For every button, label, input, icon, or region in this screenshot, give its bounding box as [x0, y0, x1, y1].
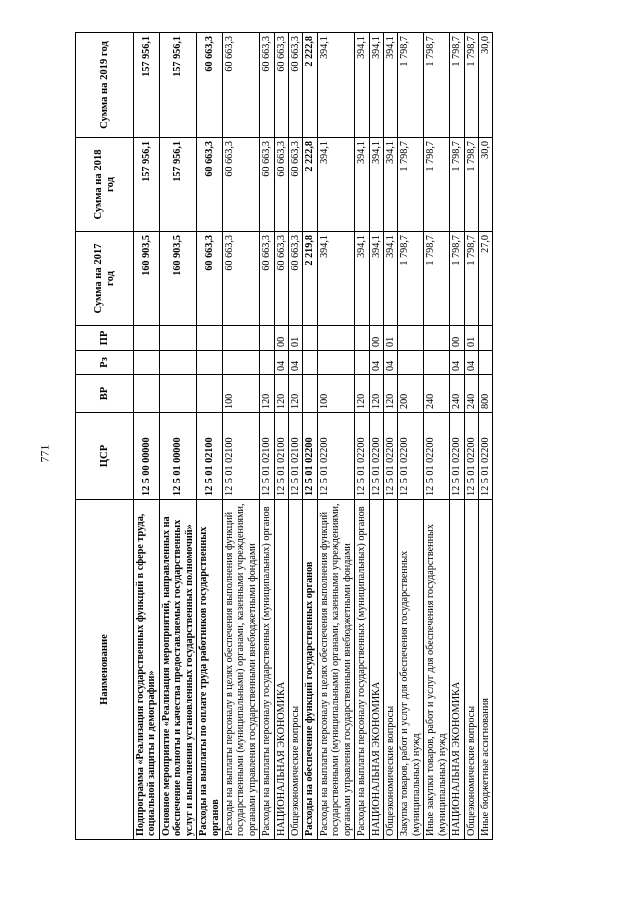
cell-rz: [424, 351, 450, 375]
header-sum-2017: Сумма на 2017 год: [76, 232, 134, 326]
table-row: [222, 33, 259, 840]
cell-vr: [159, 375, 196, 413]
cell-name: НАЦИОНАЛЬНАЯ ЭКОНОМИКА: [450, 500, 464, 840]
cell-sum-2019: 60 663,3: [289, 33, 303, 138]
table-row: [398, 33, 424, 840]
cell-sum-2018: 60 663,3: [260, 138, 274, 232]
cell-csr: 12 5 01 02100: [222, 413, 259, 500]
cell-sum-2017: 27,0: [478, 232, 492, 326]
table-row: [464, 33, 478, 840]
cell-name: Иные закупки товаров, работ и услуг для обеспечения государственных (муниципальных) нужд: [424, 500, 450, 840]
table-body: [134, 33, 493, 840]
cell-csr: 12 5 01 02200: [303, 413, 317, 500]
cell-name: Расходы на выплаты персоналу государственных (муниципальных) органов: [260, 500, 274, 840]
cell-vr: 120: [260, 375, 274, 413]
header-sum-2019: Сумма на 2019 год: [76, 33, 134, 138]
cell-sum-2017: 60 663,3: [222, 232, 259, 326]
cell-csr: 12 5 01 02100: [274, 413, 288, 500]
cell-name: Подпрограмма «Реализация государственных функций в сфере труда, социальной защиты и демографии»: [134, 500, 160, 840]
cell-name: Общеэкономические вопросы: [464, 500, 478, 840]
cell-sum-2017: 1 798,7: [424, 232, 450, 326]
cell-name: Общеэкономические вопросы: [384, 500, 398, 840]
cell-vr: 120: [355, 375, 369, 413]
cell-sum-2018: 60 663,3: [289, 138, 303, 232]
cell-rz: 04: [369, 351, 383, 375]
cell-pr: [197, 326, 223, 351]
cell-sum-2019: 1 798,7: [398, 33, 424, 138]
header-csr: ЦСР: [76, 413, 134, 500]
cell-csr: 12 5 01 02200: [398, 413, 424, 500]
cell-sum-2017: 394,1: [369, 232, 383, 326]
cell-sum-2018: 157 956,1: [134, 138, 160, 232]
header-sum-2018: Сумма на 2018 год: [76, 138, 134, 232]
cell-pr: [134, 326, 160, 351]
cell-sum-2018: 2 222,8: [303, 138, 317, 232]
cell-rz: 04: [450, 351, 464, 375]
cell-pr: [424, 326, 450, 351]
cell-name: НАЦИОНАЛЬНАЯ ЭКОНОМИКА: [369, 500, 383, 840]
table-row: [289, 33, 303, 840]
cell-sum-2019: 2 222,8: [303, 33, 317, 138]
cell-sum-2019: 394,1: [355, 33, 369, 138]
table-row: [355, 33, 369, 840]
cell-rz: [260, 351, 274, 375]
cell-rz: 04: [384, 351, 398, 375]
cell-pr: [222, 326, 259, 351]
header-name: Наименование: [76, 500, 134, 840]
table-header-row: [76, 33, 134, 840]
cell-name: Основное мероприятие «Реализация мероприятий, направленных на обеспечение полноты и качества предоставляемых государственных услуг и выполнения установленных государственных полномочий»: [159, 500, 196, 840]
cell-sum-2017: 1 798,7: [450, 232, 464, 326]
cell-vr: [197, 375, 223, 413]
cell-csr: 12 5 01 02200: [384, 413, 398, 500]
cell-sum-2017: 60 663,3: [260, 232, 274, 326]
cell-sum-2017: 160 903,5: [159, 232, 196, 326]
header-rz: Рз: [76, 351, 134, 375]
cell-rz: [134, 351, 160, 375]
cell-sum-2017: 2 219,8: [303, 232, 317, 326]
cell-rz: [197, 351, 223, 375]
cell-sum-2019: 1 798,7: [450, 33, 464, 138]
cell-csr: 12 5 01 02200: [355, 413, 369, 500]
cell-csr: 12 5 01 02100: [260, 413, 274, 500]
cell-sum-2018: 60 663,3: [197, 138, 223, 232]
cell-vr: 800: [478, 375, 492, 413]
table-row: [197, 33, 223, 840]
cell-vr: 120: [369, 375, 383, 413]
cell-rz: 04: [274, 351, 288, 375]
cell-vr: [134, 375, 160, 413]
cell-sum-2019: 60 663,3: [222, 33, 259, 138]
cell-rz: [398, 351, 424, 375]
cell-name: Расходы на выплаты персоналу в целях обеспечения выполнения функций государственными (муниципальными) органами, казенными учреждениями, органами управления государственными внебюджетными фондами: [222, 500, 259, 840]
cell-sum-2017: 394,1: [317, 232, 354, 326]
cell-csr: 12 5 00 00000: [134, 413, 160, 500]
cell-sum-2019: 30,0: [478, 33, 492, 138]
cell-sum-2018: 394,1: [355, 138, 369, 232]
cell-name: Закупка товаров, работ и услуг для обеспечения государственных (муниципальных) нужд: [398, 500, 424, 840]
cell-pr: 01: [384, 326, 398, 351]
header-vr: ВР: [76, 375, 134, 413]
rotated-table-container: [75, 33, 639, 840]
cell-pr: [355, 326, 369, 351]
cell-pr: [478, 326, 492, 351]
table-row: [260, 33, 274, 840]
cell-sum-2017: 60 663,3: [274, 232, 288, 326]
cell-sum-2017: 394,1: [355, 232, 369, 326]
cell-pr: [260, 326, 274, 351]
cell-name: Расходы на выплаты персоналу государственных (муниципальных) органов: [355, 500, 369, 840]
cell-sum-2018: 1 798,7: [464, 138, 478, 232]
cell-csr: 12 5 01 02200: [369, 413, 383, 500]
cell-vr: 240: [450, 375, 464, 413]
header-pr: ПР: [76, 326, 134, 351]
cell-rz: [303, 351, 317, 375]
cell-rz: 04: [289, 351, 303, 375]
cell-sum-2018: 60 663,3: [274, 138, 288, 232]
cell-sum-2019: 1 798,7: [464, 33, 478, 138]
cell-name: Общеэкономические вопросы: [289, 500, 303, 840]
cell-sum-2018: 1 798,7: [450, 138, 464, 232]
table-row: [450, 33, 464, 840]
cell-sum-2018: 60 663,3: [222, 138, 259, 232]
cell-sum-2018: 30,0: [478, 138, 492, 232]
cell-vr: 120: [289, 375, 303, 413]
cell-sum-2019: 157 956,1: [134, 33, 160, 138]
cell-csr: 12 5 01 02100: [197, 413, 223, 500]
budget-table: [75, 32, 493, 840]
cell-pr: [317, 326, 354, 351]
cell-csr: 12 5 01 02200: [478, 413, 492, 500]
cell-sum-2017: 60 663,3: [197, 232, 223, 326]
cell-pr: [303, 326, 317, 351]
table-row: [478, 33, 492, 840]
table-row: [274, 33, 288, 840]
cell-sum-2019: 60 663,3: [274, 33, 288, 138]
cell-pr: 00: [450, 326, 464, 351]
table-row: [317, 33, 354, 840]
cell-sum-2017: 394,1: [384, 232, 398, 326]
cell-pr: [398, 326, 424, 351]
cell-csr: 12 5 01 02200: [317, 413, 354, 500]
cell-vr: 100: [222, 375, 259, 413]
cell-rz: [355, 351, 369, 375]
cell-csr: 12 5 01 02200: [464, 413, 478, 500]
cell-sum-2019: 157 956,1: [159, 33, 196, 138]
cell-rz: [159, 351, 196, 375]
cell-pr: [159, 326, 196, 351]
cell-csr: 12 5 01 00000: [159, 413, 196, 500]
table-row: [303, 33, 317, 840]
cell-sum-2019: 60 663,3: [260, 33, 274, 138]
cell-vr: 200: [398, 375, 424, 413]
cell-rz: 04: [464, 351, 478, 375]
cell-sum-2018: 394,1: [369, 138, 383, 232]
cell-vr: 120: [274, 375, 288, 413]
cell-sum-2018: 394,1: [384, 138, 398, 232]
cell-vr: 100: [317, 375, 354, 413]
cell-csr: 12 5 01 02100: [289, 413, 303, 500]
table-row: [424, 33, 450, 840]
cell-sum-2017: 160 903,5: [134, 232, 160, 326]
cell-sum-2019: 394,1: [369, 33, 383, 138]
cell-sum-2017: 60 663,3: [289, 232, 303, 326]
cell-sum-2018: 394,1: [317, 138, 354, 232]
cell-sum-2019: 60 663,3: [197, 33, 223, 138]
cell-csr: 12 5 01 02200: [424, 413, 450, 500]
cell-name: Иные бюджетные ассигнования: [478, 500, 492, 840]
cell-csr: 12 5 01 02200: [450, 413, 464, 500]
cell-sum-2019: 394,1: [317, 33, 354, 138]
table-row: [159, 33, 196, 840]
table-row: [384, 33, 398, 840]
cell-rz: [317, 351, 354, 375]
page-number: 771: [37, 444, 52, 463]
cell-vr: 240: [464, 375, 478, 413]
cell-sum-2018: 1 798,7: [424, 138, 450, 232]
cell-rz: [222, 351, 259, 375]
cell-pr: 01: [289, 326, 303, 351]
cell-name: Расходы на обеспечение функций государственных органов: [303, 500, 317, 840]
cell-sum-2019: 394,1: [384, 33, 398, 138]
cell-sum-2018: 157 956,1: [159, 138, 196, 232]
table-row: [369, 33, 383, 840]
cell-sum-2017: 1 798,7: [398, 232, 424, 326]
table-row: [134, 33, 160, 840]
cell-name: Расходы на выплаты по оплате труда работников государственных органов: [197, 500, 223, 840]
cell-name: Расходы на выплаты персоналу в целях обеспечения выполнения функций государственными (муниципальными) органами, казенными учреждениями, органами управления государственными внебюджетными фондами: [317, 500, 354, 840]
cell-vr: 120: [384, 375, 398, 413]
cell-vr: 240: [424, 375, 450, 413]
cell-name: НАЦИОНАЛЬНАЯ ЭКОНОМИКА: [274, 500, 288, 840]
cell-sum-2017: 1 798,7: [464, 232, 478, 326]
cell-vr: [303, 375, 317, 413]
cell-sum-2018: 1 798,7: [398, 138, 424, 232]
cell-pr: 00: [274, 326, 288, 351]
cell-pr: 00: [369, 326, 383, 351]
cell-pr: 01: [464, 326, 478, 351]
cell-sum-2019: 1 798,7: [424, 33, 450, 138]
cell-rz: [478, 351, 492, 375]
